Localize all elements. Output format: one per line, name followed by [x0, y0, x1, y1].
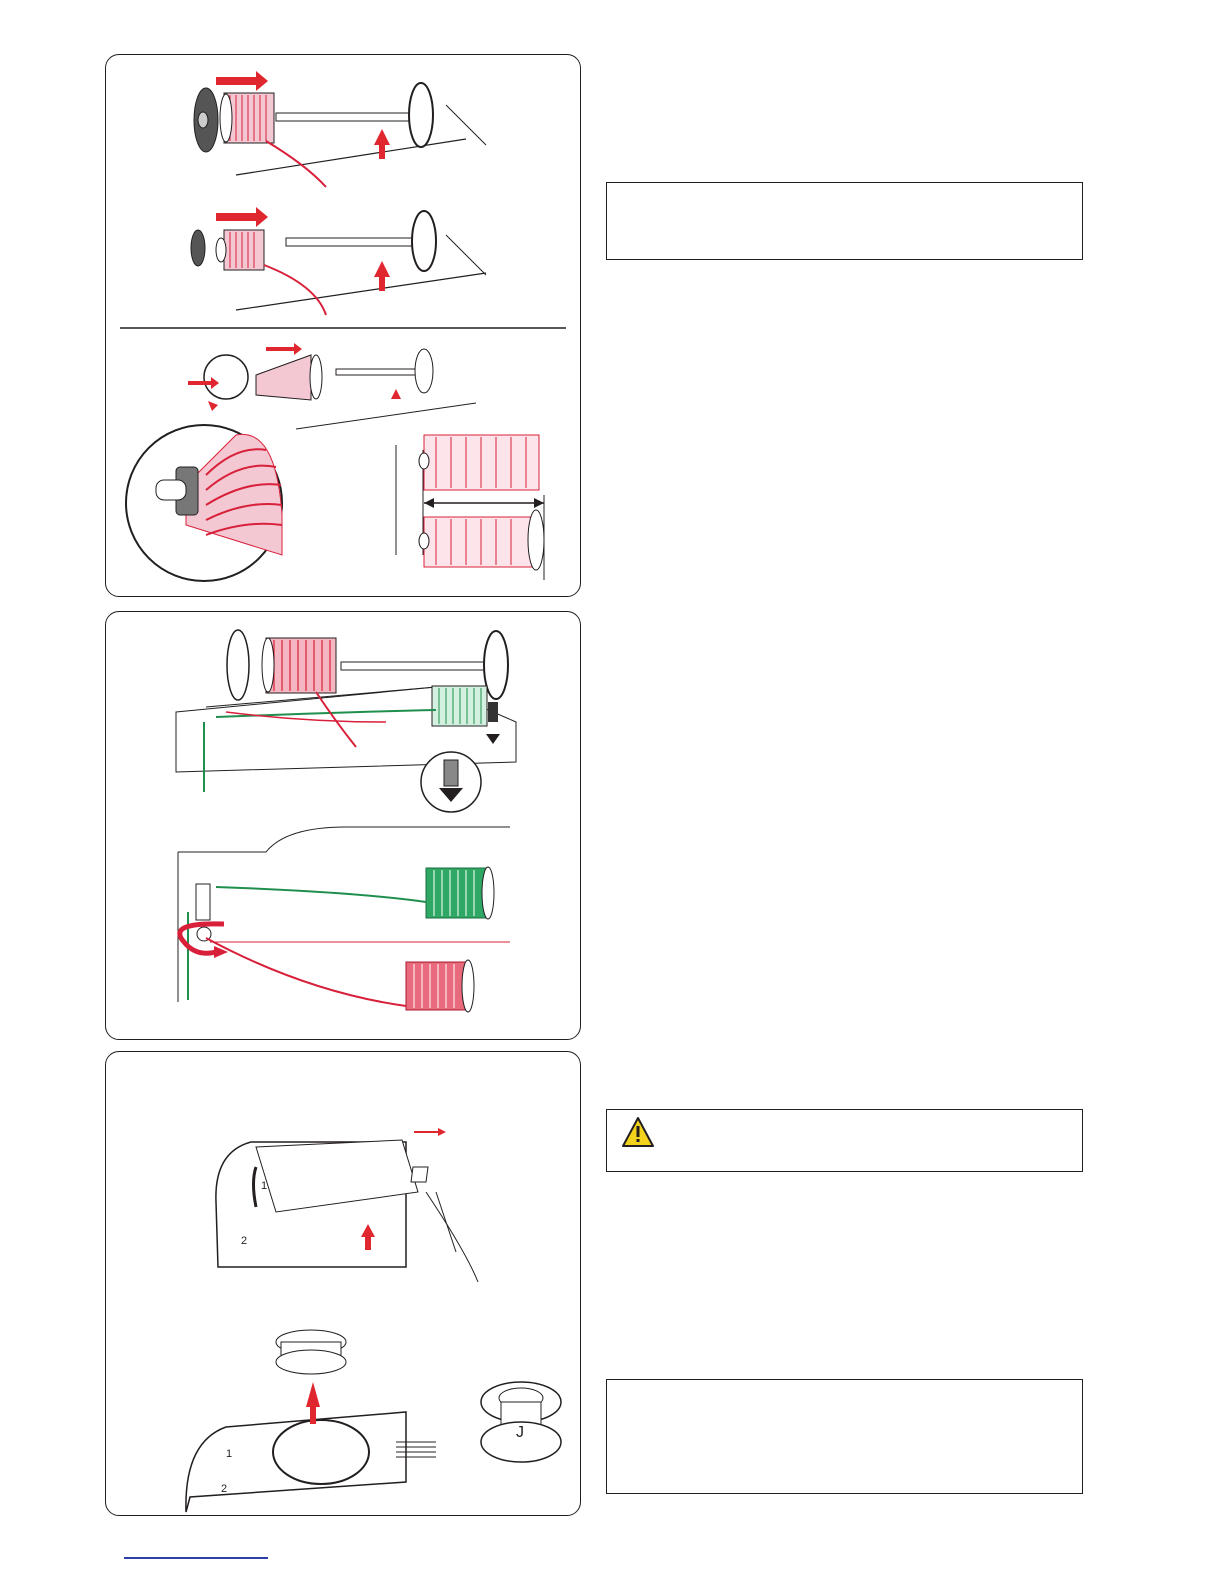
bobbin-insert-panel	[105, 1051, 581, 1516]
thread-spools-comparison	[396, 435, 544, 580]
extra-spool-pin-panel	[105, 611, 581, 1040]
footer-link-underline[interactable]	[124, 1557, 268, 1559]
note-box-2	[606, 1379, 1083, 1494]
machine-top-illustration	[176, 630, 516, 812]
spool-illustrations	[106, 55, 582, 598]
bobbin-drop-in-illustration	[186, 1330, 436, 1512]
thread-path-illustration	[178, 827, 510, 1012]
dial-number-1: 1	[261, 1180, 268, 1192]
bobbin-j-mark: J	[516, 1424, 524, 1441]
dial-number-2: 2	[241, 1235, 248, 1247]
j-bobbin-illustration	[481, 1382, 561, 1462]
hook-cover-plate-illustration	[216, 1128, 478, 1282]
bobbin-illustrations	[106, 1052, 582, 1517]
extra-spool-illustrations	[106, 612, 582, 1041]
spool-net-illustration	[188, 343, 476, 429]
dial-number-2b: 2	[221, 1483, 228, 1495]
dial-number-1b: 1	[226, 1448, 233, 1460]
note-box-1	[606, 182, 1083, 260]
warning-triangle-icon	[621, 1116, 655, 1148]
magnified-cap-detail	[126, 425, 282, 581]
small-spool-holder-illustration	[191, 207, 486, 315]
large-spool-holder-illustration	[194, 71, 486, 187]
spool-setup-panel	[105, 54, 581, 597]
caution-box	[606, 1109, 1083, 1172]
